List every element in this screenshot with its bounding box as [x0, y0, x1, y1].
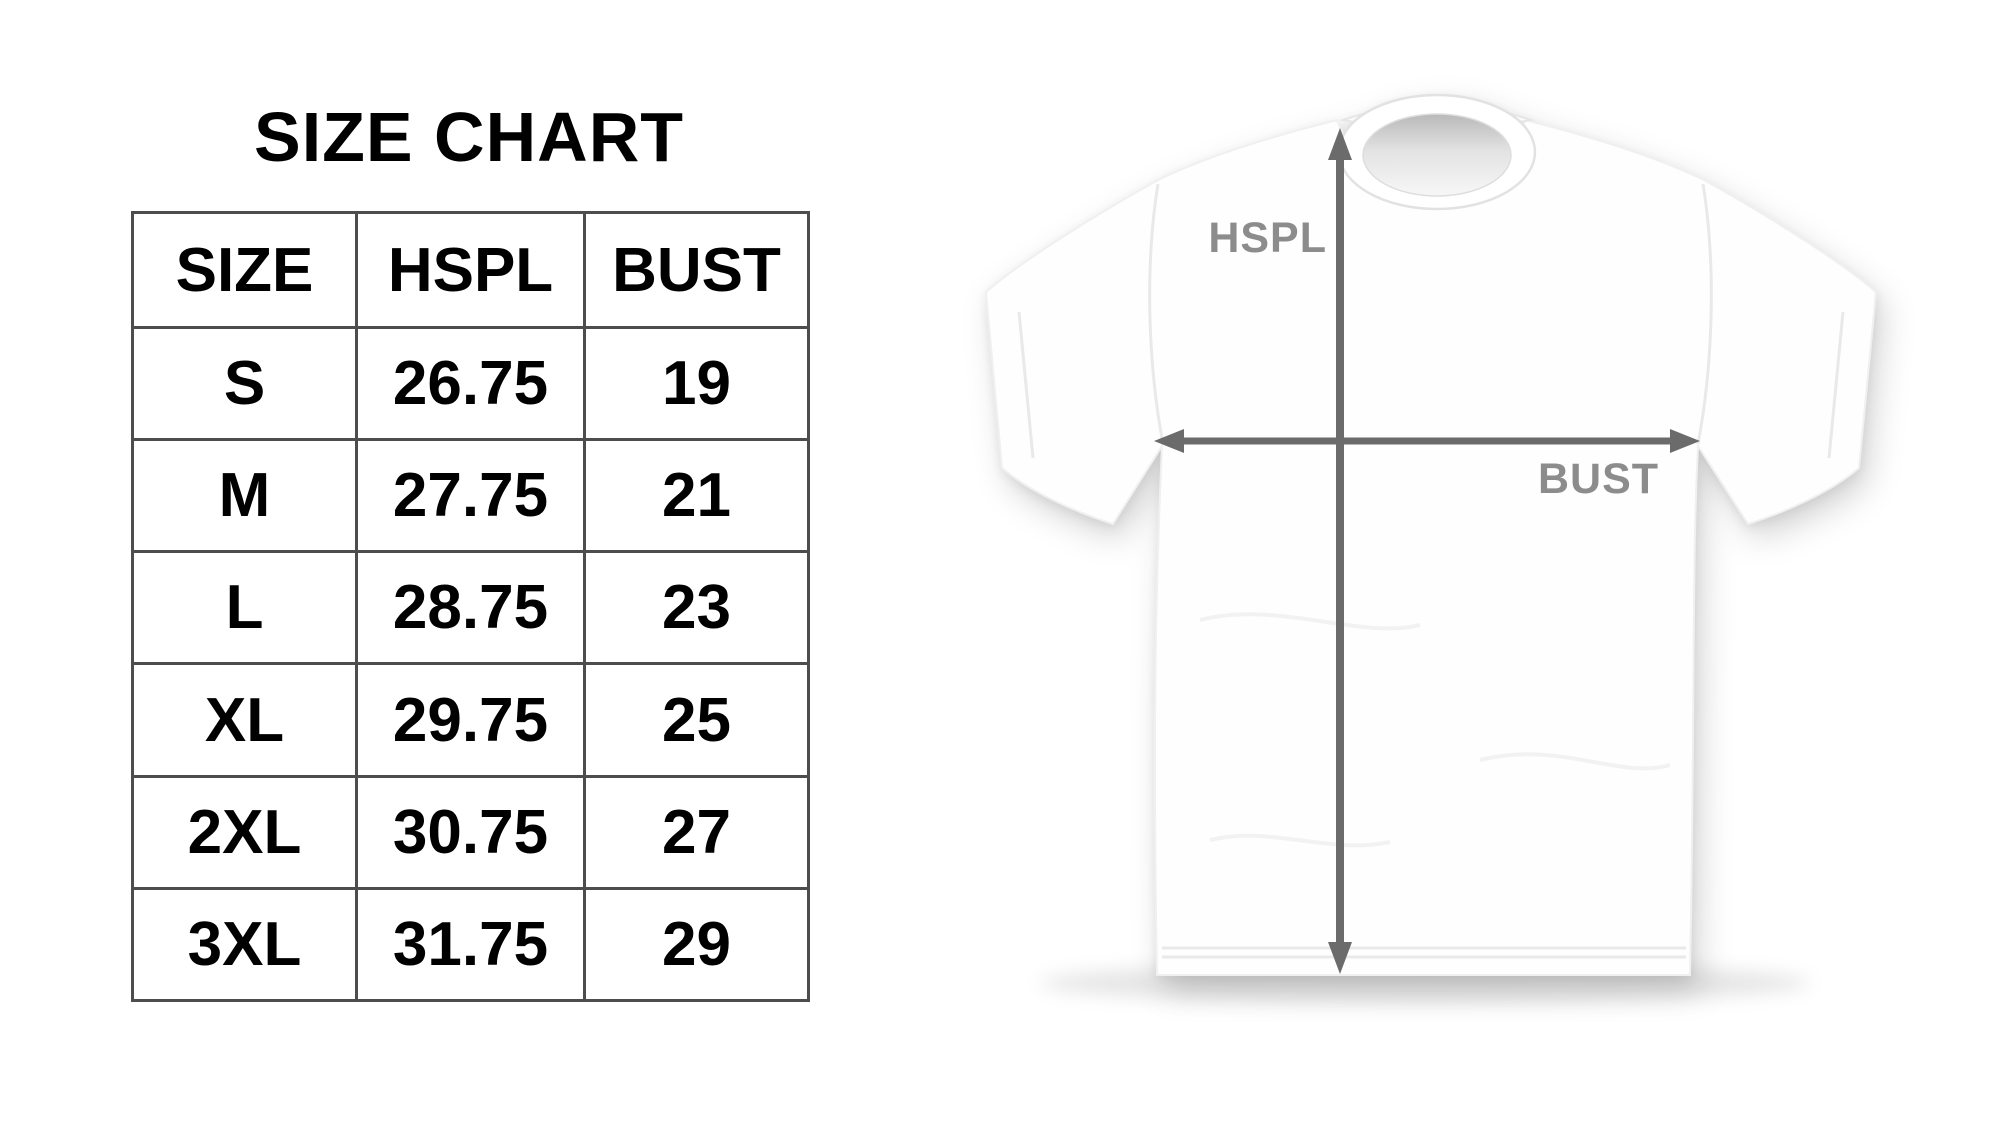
bust-cell: 25	[585, 664, 809, 776]
size-cell: M	[133, 440, 357, 552]
size-cell: 3XL	[133, 888, 357, 1000]
size-cell: L	[133, 552, 357, 664]
hspl-cell: 30.75	[357, 776, 585, 888]
collar-neck-opening	[1363, 114, 1511, 196]
size-cell: XL	[133, 664, 357, 776]
bust-cell: 19	[585, 328, 809, 440]
column-header-hspl: HSPL	[357, 213, 585, 328]
bust-arrow-label: BUST	[1538, 455, 1660, 503]
tshirt-body	[986, 120, 1876, 975]
hspl-cell: 27.75	[357, 440, 585, 552]
bust-cell: 27	[585, 776, 809, 888]
hspl-cell: 31.75	[357, 888, 585, 1000]
bust-cell: 23	[585, 552, 809, 664]
size-cell: 2XL	[133, 776, 357, 888]
page-title: SIZE CHART	[254, 98, 684, 176]
hspl-arrow-label: HSPL	[1208, 214, 1327, 262]
hspl-cell: 26.75	[357, 328, 585, 440]
bust-cell: 29	[585, 888, 809, 1000]
column-header-size: SIZE	[133, 213, 357, 328]
hspl-cell: 28.75	[357, 552, 585, 664]
size-cell: S	[133, 328, 357, 440]
tshirt-image	[986, 95, 1876, 975]
bust-cell: 21	[585, 440, 809, 552]
hspl-cell: 29.75	[357, 664, 585, 776]
column-header-bust: BUST	[585, 213, 809, 328]
